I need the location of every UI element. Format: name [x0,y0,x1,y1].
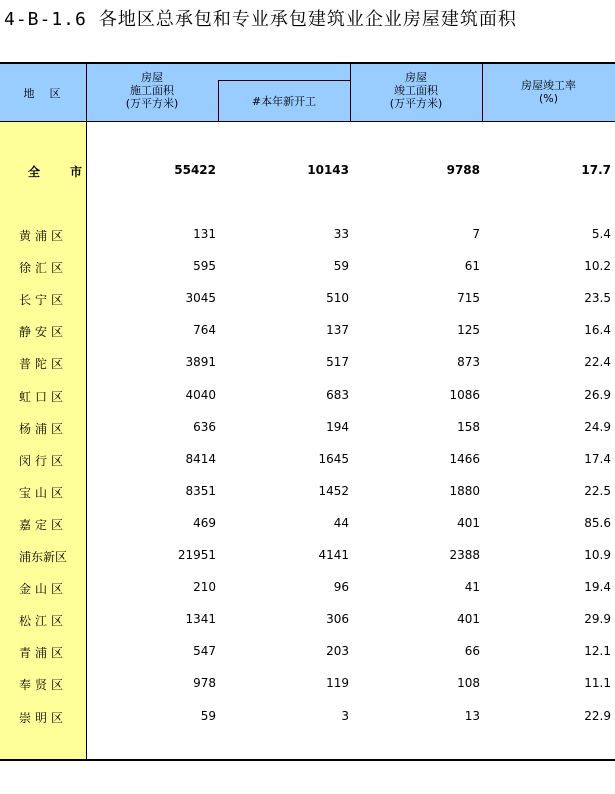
new-start-value: 33 [333,227,349,241]
completion-rate-value: 85.6 [584,516,611,530]
construction-area-value: 131 [193,227,216,241]
region-name: 嘉定区 [18,518,67,532]
table-title: 各地区总承包和专业承包建筑业企业房屋建筑面积 [98,9,517,30]
new-start-value: 119 [326,676,349,690]
construction-area-value: 21951 [177,548,216,562]
completion-rate-value: 10.2 [584,259,611,273]
header-line: (万平方米) [389,97,443,110]
construction-area-value: 764 [193,323,216,337]
completed-area-value: 401 [457,612,480,626]
region-name: 普陀区 [18,357,67,371]
table-row [0,385,615,405]
new-start-value: 44 [333,516,349,530]
header-completion-rate [482,79,615,105]
region-name: 闵行区 [18,454,67,468]
construction-area-value: 8414 [185,452,216,466]
completion-rate-value: 17.4 [584,452,611,466]
table-number: 4-B-1.6 [4,9,87,30]
completed-area-value: 1466 [449,452,480,466]
completion-rate-value: 11.1 [584,676,611,690]
completed-area-value: 158 [457,420,480,434]
header-line: 施工面积 [130,84,174,97]
table-row [0,706,615,726]
completed-area-value: 401 [457,516,480,530]
construction-area-value: 55422 [174,163,216,177]
completed-area-value: 61 [464,259,480,273]
new-start-value: 1645 [318,452,349,466]
table-row [0,577,615,597]
completed-area-value: 108 [457,676,480,690]
table-row [0,417,615,437]
new-start-value: 96 [333,580,349,594]
completion-rate-value: 22.9 [584,709,611,723]
new-start-value: 203 [326,644,349,658]
table-row [0,320,615,340]
region-column-background [0,122,86,759]
header-line: 房屋竣工率 [521,79,576,92]
table-row [0,449,615,469]
header-line: 房屋 [141,71,163,84]
header-region: 地 区 [23,87,63,100]
table-row-total [0,160,615,180]
region-name: 青浦区 [18,646,67,660]
header-line: 房屋 [405,71,427,84]
table-row [0,352,615,372]
table-row [0,641,615,661]
header-line: 竣工面积 [394,84,438,97]
header-line: (%) [538,92,559,105]
header-line: (万平方米) [125,97,179,110]
completion-rate-value: 17.7 [581,163,611,177]
new-start-value: 517 [326,355,349,369]
completed-area-value: 7 [472,227,480,241]
completion-rate-value: 24.9 [584,420,611,434]
completed-area-value: 1086 [449,388,480,402]
region-name: 长宁区 [18,293,67,307]
completed-area-value: 873 [457,355,480,369]
construction-area-value: 636 [193,420,216,434]
new-start-value: 4141 [318,548,349,562]
table-row [0,256,615,276]
new-start-value: 10143 [307,163,349,177]
construction-area-value: 547 [193,644,216,658]
construction-area-value: 8351 [185,484,216,498]
construction-area-value: 210 [193,580,216,594]
completed-area-value: 1880 [449,484,480,498]
region-name: 杨浦区 [18,422,67,436]
new-start-value: 3 [341,709,349,723]
new-start-value: 306 [326,612,349,626]
bottom-rule [0,759,615,761]
region-name: 静安区 [18,325,67,339]
completion-rate-value: 23.5 [584,291,611,305]
table-row [0,481,615,501]
construction-area-value: 4040 [185,388,216,402]
header-subdivider [218,80,350,81]
construction-area-value: 1341 [185,612,216,626]
completed-area-value: 13 [464,709,480,723]
page-title [4,5,517,31]
new-start-value: 137 [326,323,349,337]
table-row [0,609,615,629]
completion-rate-value: 29.9 [584,612,611,626]
completion-rate-value: 16.4 [584,323,611,337]
construction-area-value: 59 [200,709,216,723]
completion-rate-value: 26.9 [584,388,611,402]
completed-area-value: 66 [464,644,480,658]
completion-rate-value: 12.1 [584,644,611,658]
completion-rate-value: 22.4 [584,355,611,369]
construction-area-value: 469 [193,516,216,530]
completion-rate-value: 5.4 [591,227,611,241]
table-row [0,545,615,565]
table-row [0,288,615,308]
header-completed-area [350,71,482,110]
header-new-start: #本年新开工 [251,95,317,108]
region-name: 黄浦区 [18,229,67,243]
region-name: 虹口区 [18,390,67,404]
table-row [0,513,615,533]
region-name: 宝山区 [18,486,67,500]
new-start-value: 510 [326,291,349,305]
region-name: 徐汇区 [18,261,67,275]
region-name: 全市 [28,165,113,179]
region-name: 崇明区 [18,711,67,725]
completed-area-value: 41 [464,580,480,594]
region-name: 浦东新区 [18,550,67,564]
new-start-value: 683 [326,388,349,402]
construction-area-value: 595 [193,259,216,273]
header-bottom-rule [0,121,615,122]
completed-area-value: 2388 [449,548,480,562]
construction-area-value: 978 [193,676,216,690]
construction-area-value: 3045 [185,291,216,305]
new-start-value: 194 [326,420,349,434]
completed-area-value: 125 [457,323,480,337]
completion-rate-value: 10.9 [584,548,611,562]
completed-area-value: 715 [457,291,480,305]
region-name: 金山区 [18,582,67,596]
region-name: 松江区 [18,614,67,628]
table-row [0,224,615,244]
header-construction-area [86,71,218,110]
new-start-value: 59 [333,259,349,273]
new-start-value: 1452 [318,484,349,498]
completion-rate-value: 22.5 [584,484,611,498]
construction-area-value: 3891 [185,355,216,369]
completed-area-value: 9788 [446,163,480,177]
table-row [0,673,615,693]
completion-rate-value: 19.4 [584,580,611,594]
region-name: 奉贤区 [18,678,67,692]
